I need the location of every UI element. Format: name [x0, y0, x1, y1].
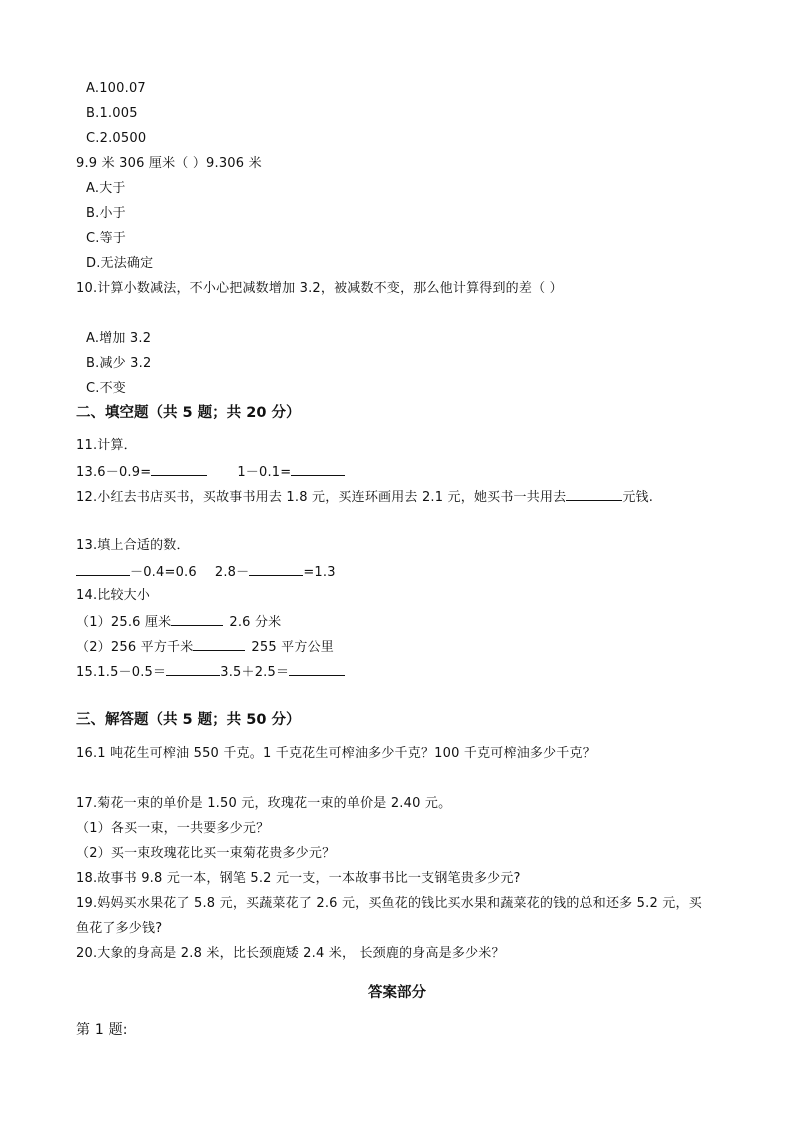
q8-option-a: A.100.07	[86, 81, 146, 96]
q10-option-a: A.增加 3.2	[86, 331, 152, 346]
q9-stem: 9.9 米 306 厘米（ ）9.306 米	[76, 156, 262, 171]
q12-suffix: 元钱.	[622, 490, 654, 505]
q9-option-d: D.无法确定	[86, 256, 154, 271]
q14-p2-blank[interactable]	[193, 637, 245, 651]
q13-items	[76, 562, 336, 582]
q15-line	[76, 662, 345, 682]
q17-stem: 17.菊花一束的单价是 1.50 元，玫瑰花一束的单价是 2.40 元。	[76, 796, 452, 811]
q11-b-text: 1－0.1=	[237, 465, 292, 480]
q17-part1: （1）各买一束，一共要多少元？	[76, 821, 270, 836]
q8-option-c: C.2.0500	[86, 131, 147, 146]
q14-p1-prefix: （1）25.6 厘米	[76, 615, 172, 630]
q11-b-blank[interactable]	[291, 462, 345, 476]
q10-option-c: C.不变	[86, 381, 127, 396]
q10-option-b: B.减少 3.2	[86, 356, 152, 371]
q16-text: 16.1 吨花生可榨油 550 千克。1 千克花生可榨油多少千克？100 千克可榨油多少千克？	[76, 746, 596, 761]
q20-text: 20.大象的身高是 2.8 米，比长颈鹿矮 2.4 米， 长颈鹿的身高是多少米？	[76, 946, 505, 961]
q12-prefix: 12.小红去书店买书，买故事书用去 1.8 元，买连环画用去 2.1 元，她买书一共用去	[76, 490, 567, 505]
q12-line	[76, 487, 653, 507]
q14-p1-blank[interactable]	[171, 612, 223, 626]
q14-p1-suffix: 2.6 分米	[229, 615, 282, 630]
q11-items	[76, 462, 345, 482]
q13-b-suffix: =1.3	[303, 565, 336, 580]
q17-part2: （2）买一束玫瑰花比买一束菊花贵多少元？	[76, 846, 336, 861]
q13-a-text: －0.4=0.6	[130, 565, 197, 580]
q11-a-text: 13.6－0.9=	[76, 465, 152, 480]
q18-text: 18.故事书 9.8 元一本，钢笔 5.2 元一支，一本故事书比一支钢笔贵多少元?	[76, 871, 521, 886]
answers-title: 答案部分	[368, 985, 426, 1001]
q10-stem: 10.计算小数减法，不小心把减数增加 3.2，被减数不变，那么他计算得到的差（ ）	[76, 281, 563, 296]
q15-b-text: 3.5＋2.5＝	[220, 665, 290, 680]
q11-a-blank[interactable]	[151, 462, 207, 476]
answers-first-item: 第 1 题:	[76, 1022, 128, 1038]
q15-a-blank[interactable]	[166, 662, 220, 676]
q13-b-prefix: 2.8－	[214, 565, 250, 580]
q13-a-blank[interactable]	[76, 562, 130, 576]
q14-part2	[76, 637, 334, 657]
q14-part1	[76, 612, 281, 632]
q13-stem: 13.填上合适的数．	[76, 538, 190, 553]
q19-line2: 鱼花了多少钱?	[76, 921, 163, 936]
q15-b-blank[interactable]	[289, 662, 345, 676]
q11-stem: 11.计算．	[76, 438, 137, 453]
q15-a-text: 15.1.5－0.5＝	[76, 665, 167, 680]
q13-b-blank[interactable]	[249, 562, 303, 576]
q19-line1: 19.妈妈买水果花了 5.8 元，买蔬菜花了 2.6 元，买鱼花的钱比买水果和蔬菜花的钱的总和还多 5.2 元，买	[76, 896, 702, 911]
section2-title: 二、填空题（共 5 题；共 20 分）	[76, 405, 301, 421]
q14-p2-suffix: 255 平方公里	[251, 640, 334, 655]
q14-stem: 14.比较大小	[76, 588, 151, 603]
q9-option-b: B.小于	[86, 206, 126, 221]
q12-blank[interactable]	[566, 487, 622, 501]
section3-title: 三、解答题（共 5 题；共 50 分）	[76, 712, 301, 728]
q8-option-b: B.1.005	[86, 106, 138, 121]
q14-p2-prefix: （2）256 平方千米	[76, 640, 194, 655]
q9-option-c: C.等于	[86, 231, 127, 246]
q9-option-a: A.大于	[86, 181, 126, 196]
